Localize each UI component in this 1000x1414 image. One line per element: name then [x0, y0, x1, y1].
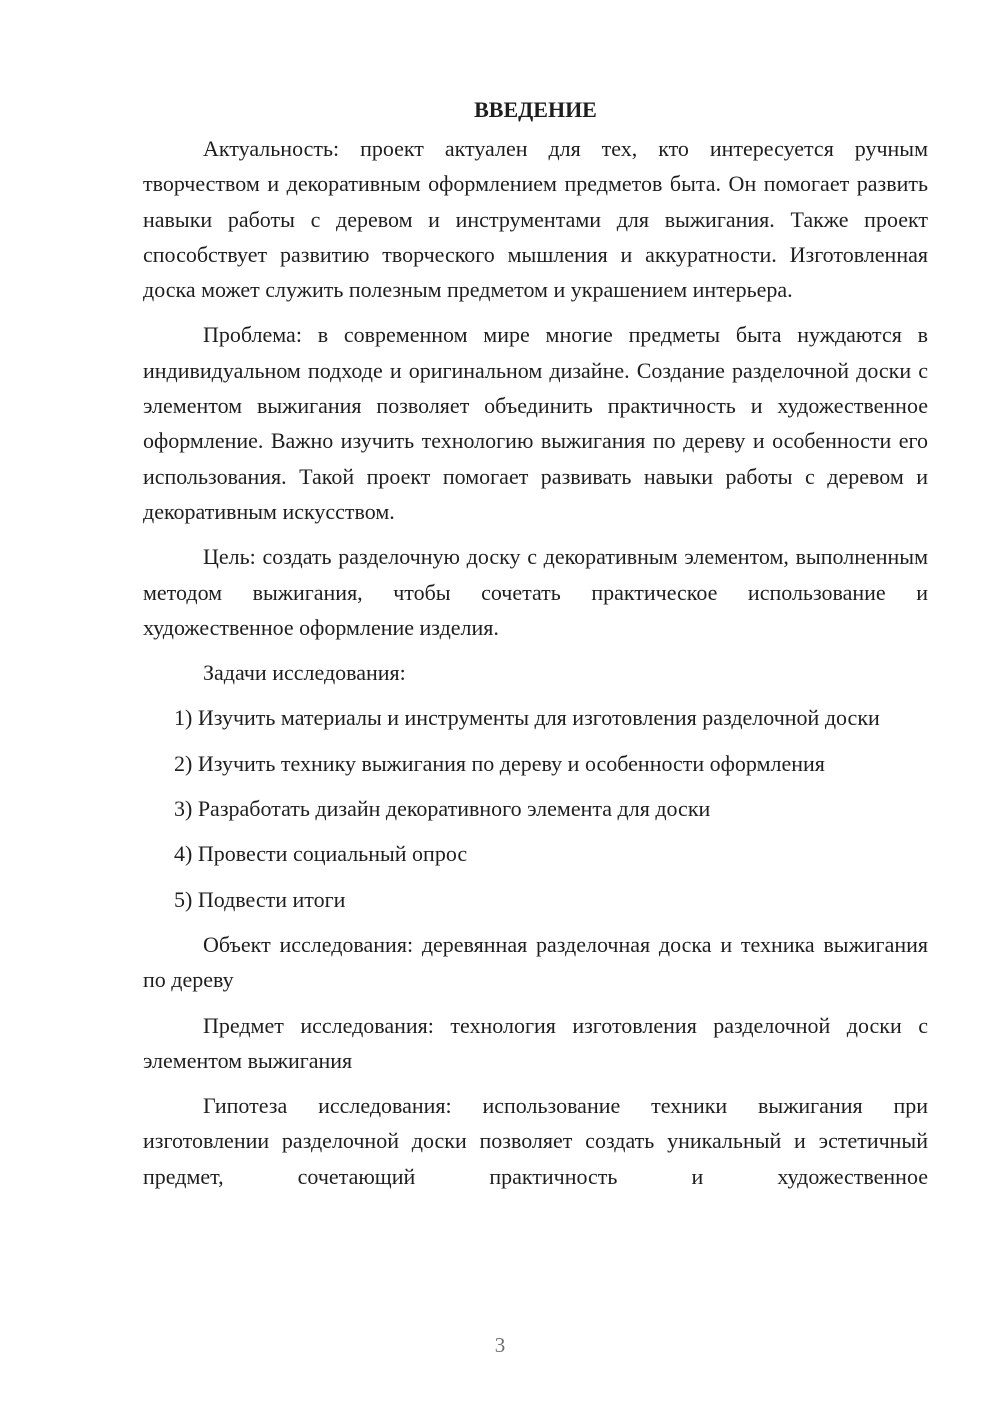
- subject-paragraph: Предмет исследования: технология изготовления разделочной доски с элементом выжигания: [143, 1012, 928, 1073]
- page-number: 3: [494, 1333, 506, 1357]
- tasks-heading: Задачи исследования:: [203, 660, 406, 686]
- task-item-3: 3) Разработать дизайн декоративного элемента для доски: [174, 796, 711, 822]
- object-paragraph: Объект исследования: деревянная разделочная доска и техника выжигания по дереву: [143, 931, 928, 993]
- task-item-4: 4) Провести социальный опрос: [174, 841, 468, 867]
- task-item-1: 1) Изучить материалы и инструменты для изготовления разделочной доски: [174, 705, 880, 731]
- tasks-list: [143, 700, 928, 916]
- document-page: [143, 92, 928, 1204]
- relevance-paragraph: Актуальность: проект актуален для тех, кто интересуется ручным творчеством и декоративным оформлением предметов быта. Он помогает развить навыки работы с деревом и инструментами для выжигания. Также проект способствует развитию творческого мышления и аккуратности. Изготовленная доска может служить полезным предметом и украшением интерьера.: [143, 136, 928, 303]
- problem-paragraph: Проблема: в современном мире многие предметы быта нуждаются в индивидуальном подходе и оригинальном дизайне. Создание разделочной доски с элементом выжигания позволяет объединить практичность и художественное оформление. Важно изучить технологию выжигания по дереву и особенности его использования. Такой проект помогает развивать навыки работы с деревом и декоративным искусством.: [143, 322, 928, 524]
- task-item-5: 5) Подвести итоги: [174, 886, 346, 912]
- hypothesis-paragraph: Гипотеза исследования: использование техники выжигания при изготовлении разделочной доски позволяет создать уникальный и эстетичный предмет, сочетающий практичность и художественное: [143, 1093, 928, 1189]
- task-item-2: 2) Изучить технику выжигания по дереву и особенности оформления: [174, 750, 825, 776]
- goal-paragraph: Цель: создать разделочную доску с декоративным элементом, выполненным методом выжигания, чтобы сочетать практическое использование и художественное оформление изделия.: [143, 544, 928, 640]
- section-heading: ВВЕДЕНИЕ: [474, 97, 597, 122]
